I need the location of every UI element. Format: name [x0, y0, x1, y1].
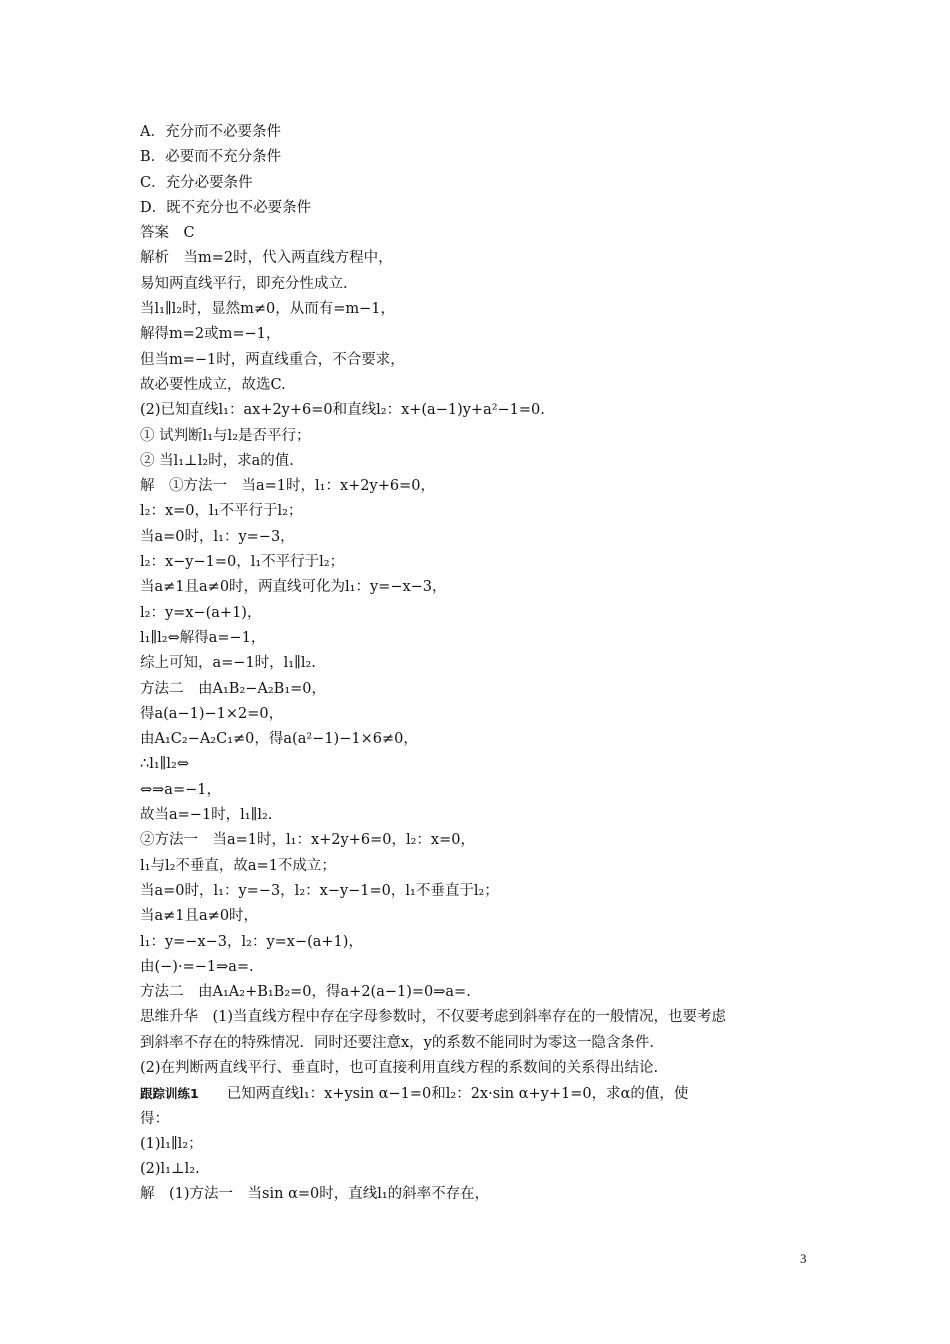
text-line: (1)l₁∥l₂；	[140, 1135, 203, 1152]
practice-tag: 跟踪训练1	[140, 1086, 199, 1102]
text-line: D．既不充分也不必要条件	[140, 199, 312, 216]
text-line: 当a≠1且a≠0时，两直线可化为l₁：y=−x−3，	[140, 579, 447, 596]
text-line: 当a=0时，l₁：y=−3，l₂：x−y−1=0，l₁不垂直于l₂；	[140, 882, 499, 899]
text-line: ② 当l₁⊥l₂时，求a的值.	[140, 452, 294, 469]
text-line: l₂：x−y−1=0，l₁不平行于l₂；	[140, 554, 345, 571]
text-line: B．必要而不充分条件	[140, 149, 282, 166]
practice-continuation: 得：	[140, 1110, 169, 1127]
text-line: l₁∥l₂⇔解得a=−1，	[140, 629, 266, 646]
text-line: (2)l₁⊥l₂.	[140, 1161, 200, 1178]
text-line: 当a=0时，l₁：y=−3，	[140, 528, 295, 545]
page-number: 3	[800, 1251, 807, 1266]
text-line: 方法二 由A₁A₂+B₁B₂=0，得a+2(a−1)=0⇒a=.	[140, 984, 471, 1001]
text-line: 方法二 由A₁B₂−A₂B₁=0，	[140, 680, 327, 697]
text-line: ① 试判断l₁与l₂是否平行；	[140, 427, 311, 444]
text-line: 答案 C	[140, 225, 195, 242]
text-line: 到斜率不存在的特殊情况．同时还要注意x，y的系数不能同时为零这一隐含条件.	[140, 1034, 654, 1051]
text-line: l₂：y=x−(a+1)，	[140, 604, 262, 621]
text-line: 解析 当m=2时，代入两直线方程中，	[140, 250, 393, 267]
text-line: 故必要性成立，故选C.	[140, 376, 286, 393]
text-block	[140, 120, 820, 1081]
text-line: 得a(a−1)−1×2=0，	[140, 705, 284, 722]
text-line: l₂：x=0，l₁不平行于l₂；	[140, 503, 303, 520]
text-line: (2)已知直线l₁：ax+2y+6=0和直线l₂：x+(a−1)y+a²−1=0.	[140, 402, 545, 419]
text-line: 解 (1)方法一 当sin α=0时，直线l₁的斜率不存在，	[140, 1186, 490, 1203]
text-line: l₁：y=−x−3，l₂：y=x−(a+1)，	[140, 933, 363, 950]
text-line: ∴l₁∥l₂⇔	[140, 756, 189, 773]
text-line: ②方法一 当a=1时，l₁：x+2y+6=0，l₂：x=0，	[140, 832, 475, 849]
text-line: ⇔⇒a=−1，	[140, 781, 221, 798]
text-line: 思维升华 (1)当直线方程中存在字母参数时，不仅要考虑到斜率存在的一般情况，也要考虑	[140, 1009, 727, 1026]
text-line: C．充分必要条件	[140, 174, 253, 191]
text-line: 但当m=−1时，两直线重合，不合要求，	[140, 351, 405, 368]
text-block-after	[140, 1132, 820, 1208]
text-line: 当a≠1且a≠0时，	[140, 908, 259, 925]
text-line: 解 ①方法一 当a=1时，l₁：x+2y+6=0，	[140, 478, 435, 495]
text-line: 解得m=2或m=−1，	[140, 326, 281, 343]
text-line: 易知两直线平行，即充分性成立.	[140, 275, 348, 292]
practice-text: 已知两直线l₁：x+ysin α−1=0和l₂：2x·sin α+y+1=0，求α的值，使	[226, 1086, 689, 1103]
text-line: A．充分而不必要条件	[140, 124, 281, 140]
text-line: l₁与l₂不垂直，故a=1不成立；	[140, 857, 336, 874]
text-line: (2)在判断两直线平行、垂直时，也可直接利用直线方程的系数间的关系得出结论.	[140, 1059, 659, 1076]
document-body	[140, 120, 820, 1208]
practice-line	[140, 1081, 820, 1106]
text-line: 由(−)·=−1⇒a=.	[140, 958, 254, 975]
text-line: 由A₁C₂−A₂C₁≠0，得a(a²−1)−1×6≠0，	[140, 731, 418, 748]
text-line: 当l₁∥l₂时，显然m≠0，从而有=m−1，	[140, 301, 395, 318]
text-line: 故当a=−1时，l₁∥l₂.	[140, 807, 273, 824]
text-line: 综上可知，a=−1时，l₁∥l₂.	[140, 655, 316, 672]
